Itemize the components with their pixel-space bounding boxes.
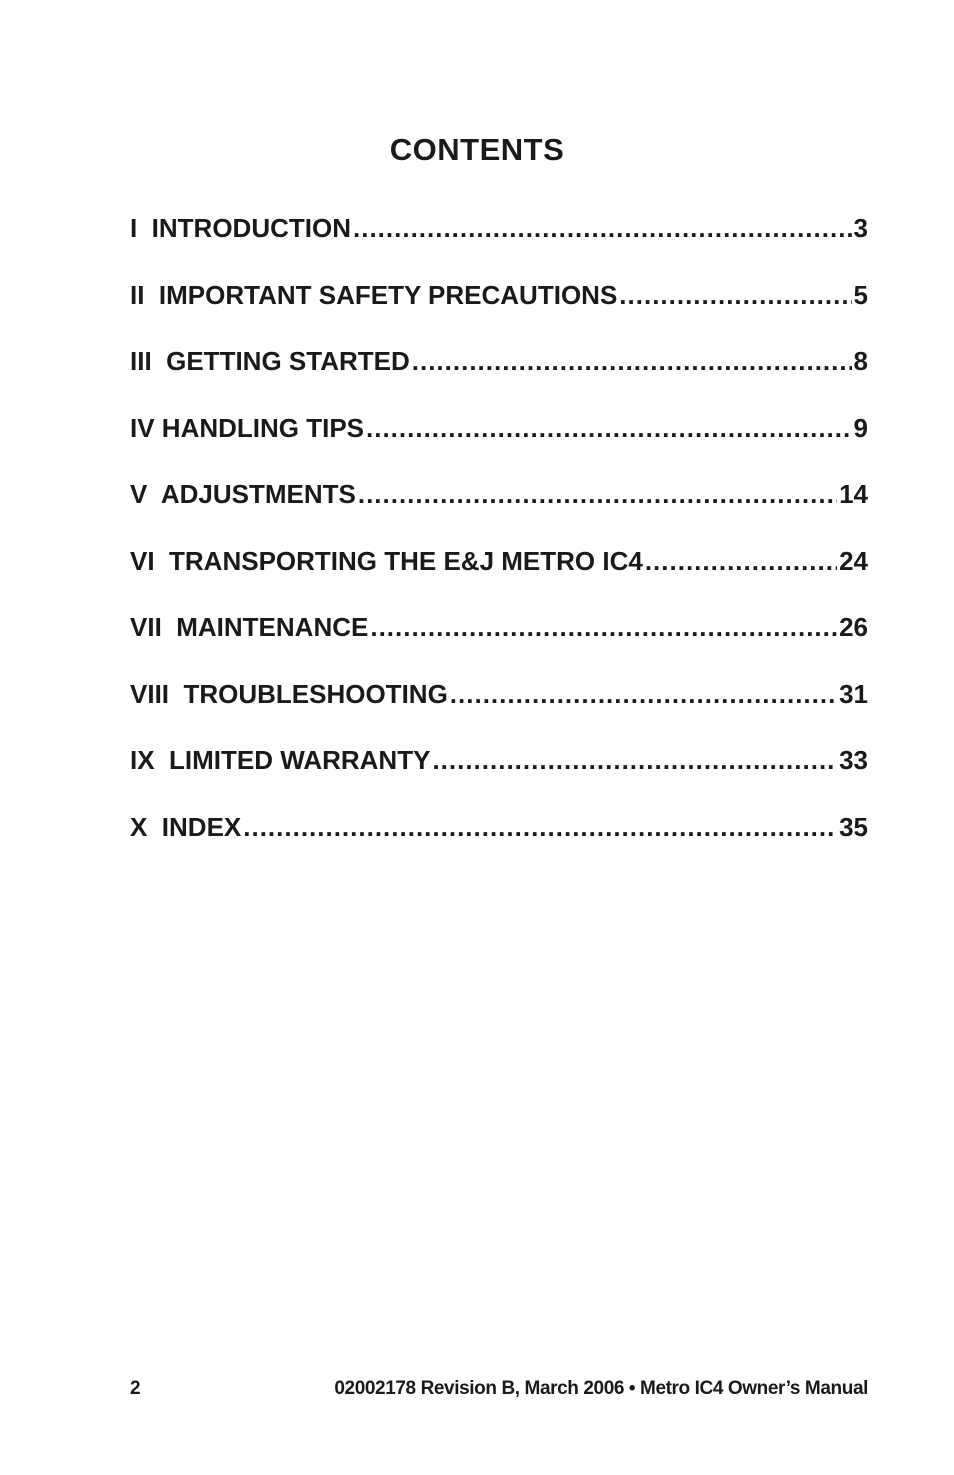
toc-entry-title: I INTRODUCTION	[130, 213, 351, 243]
toc-entry-page: 35	[839, 811, 868, 842]
table-of-contents	[130, 208, 868, 873]
toc-dot-leader	[358, 474, 837, 514]
toc-entry-page: 9	[853, 412, 868, 443]
toc-dot-leader	[370, 607, 837, 647]
toc-entry-safety-precautions[interactable]	[130, 275, 868, 342]
toc-dot-leader	[243, 807, 837, 847]
toc-entry-title: VIII TROUBLESHOOTING	[130, 678, 448, 709]
toc-entry-title: IX LIMITED WARRANTY	[130, 745, 431, 775]
toc-entry-index[interactable]	[130, 807, 868, 874]
toc-entry-page: 3	[853, 213, 868, 243]
toc-entry-introduction[interactable]	[130, 208, 868, 275]
toc-entry-adjustments[interactable]	[130, 474, 868, 541]
toc-dot-leader	[619, 275, 851, 315]
toc-entry-title: V ADJUSTMENTS	[130, 479, 356, 509]
toc-dot-leader	[432, 740, 837, 780]
toc-entry-title: II IMPORTANT SAFETY PRECAUTIONS	[130, 279, 618, 310]
toc-entry-page: 24	[839, 545, 868, 576]
toc-entry-page: 14	[839, 479, 868, 509]
toc-dot-leader	[645, 541, 837, 581]
toc-entry-maintenance[interactable]	[130, 607, 868, 674]
page-footer	[130, 1378, 868, 1400]
footer-document-info: 02002178 Revision B, March 2006 • Metro IC4 Owner’s Manual	[334, 1378, 868, 1399]
toc-entry-page: 26	[839, 612, 868, 642]
toc-entry-handling-tips[interactable]	[130, 408, 868, 475]
toc-entry-page: 33	[839, 745, 868, 775]
toc-entry-page: 5	[853, 279, 868, 310]
toc-dot-leader	[450, 674, 837, 714]
toc-entry-page: 8	[853, 346, 868, 376]
toc-entry-title: IV HANDLING TIPS	[130, 412, 365, 443]
toc-entry-page: 31	[839, 678, 868, 709]
toc-entry-title: VII MAINTENANCE	[130, 612, 369, 642]
toc-dot-leader	[412, 341, 852, 381]
toc-entry-transporting[interactable]	[130, 541, 868, 608]
toc-entry-troubleshooting[interactable]	[130, 674, 868, 741]
footer-page-number: 2	[130, 1378, 141, 1399]
toc-entry-title: III GETTING STARTED	[130, 346, 410, 376]
toc-dot-leader	[353, 208, 852, 248]
toc-entry-limited-warranty[interactable]	[130, 740, 868, 807]
toc-entry-title: X INDEX	[130, 811, 242, 842]
toc-entry-title: VI TRANSPORTING THE E&J METRO IC4	[130, 545, 643, 576]
toc-entry-getting-started[interactable]	[130, 341, 868, 408]
page-title: CONTENTS	[389, 132, 565, 167]
toc-dot-leader	[366, 408, 852, 448]
